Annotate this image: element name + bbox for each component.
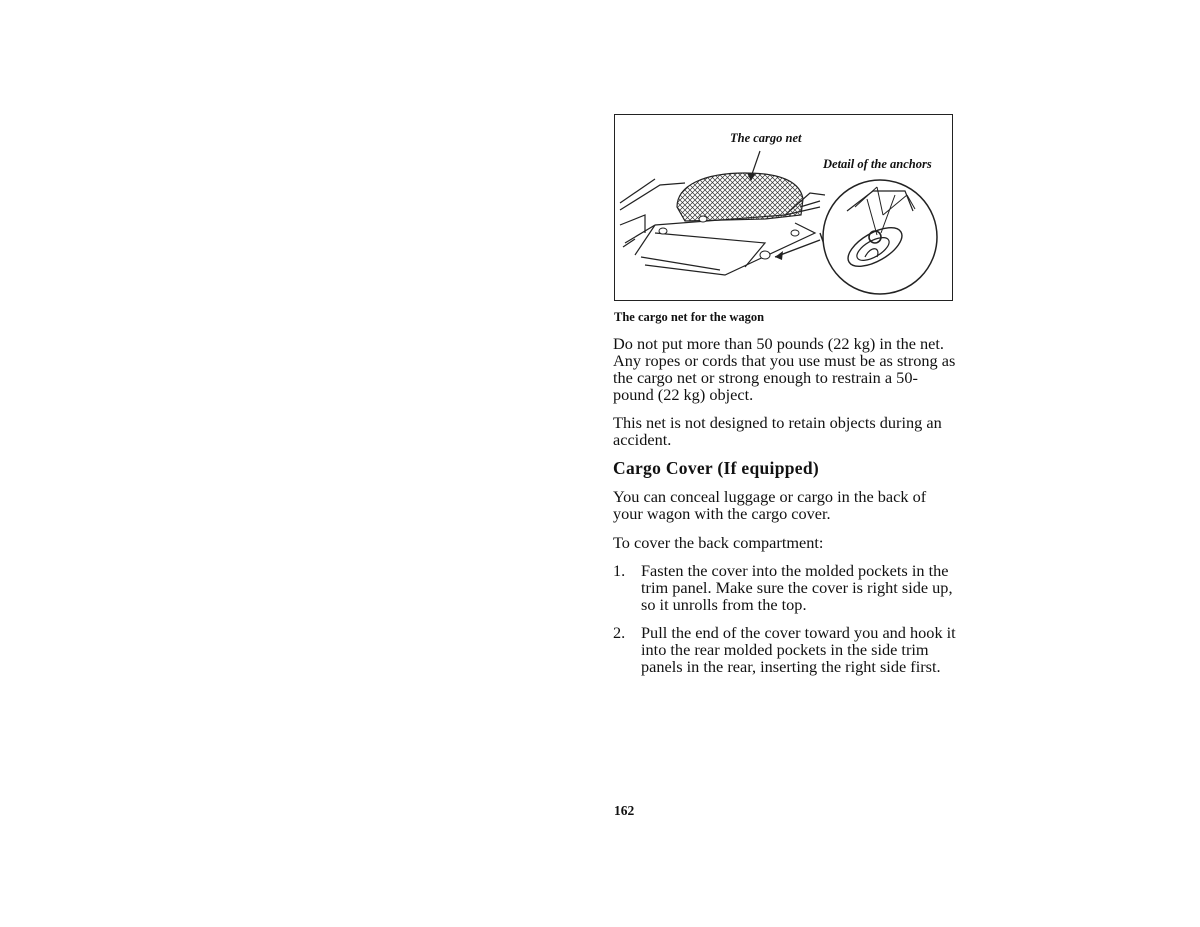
figure-caption: The cargo net for the wagon [614,310,765,324]
anchor-points [659,216,799,259]
anchor-detail-circle [823,180,937,294]
paragraph-cover-instructions: To cover the back compartment: [613,533,824,552]
paragraph-weight-limit: Do not put more than 50 pounds (22 kg) in the net. Any ropes or cords that you use must be as strong as the cargo net or strong enough to restrain a 50-pound (22 kg) object. [613,334,956,404]
net-mesh [677,173,803,221]
section-heading-cargo-cover: Cargo Cover (If equipped) [613,458,819,478]
paragraph-net-warning: This net is not designed to retain objects during an accident. [613,413,942,449]
step-number: 2. [613,623,626,642]
page-number: 162 [614,803,635,818]
cargo-net-label: The cargo net [730,131,802,145]
cargo-net-illustration [614,114,953,301]
step-text: Fasten the cover into the molded pockets in the trim panel. Make sure the cover is right side up, so it unrolls from the top. [641,561,953,614]
step-number: 1. [613,561,626,580]
paragraph-cargo-cover-intro: You can conceal luggage or cargo in the back of your wagon with the cargo cover. [613,487,927,523]
step-text: Pull the end of the cover toward you and hook it into the rear molded pockets in the side trim panels in the rear, inserting the right side first. [641,623,956,676]
anchor-detail-label: Detail of the anchors [823,157,932,171]
